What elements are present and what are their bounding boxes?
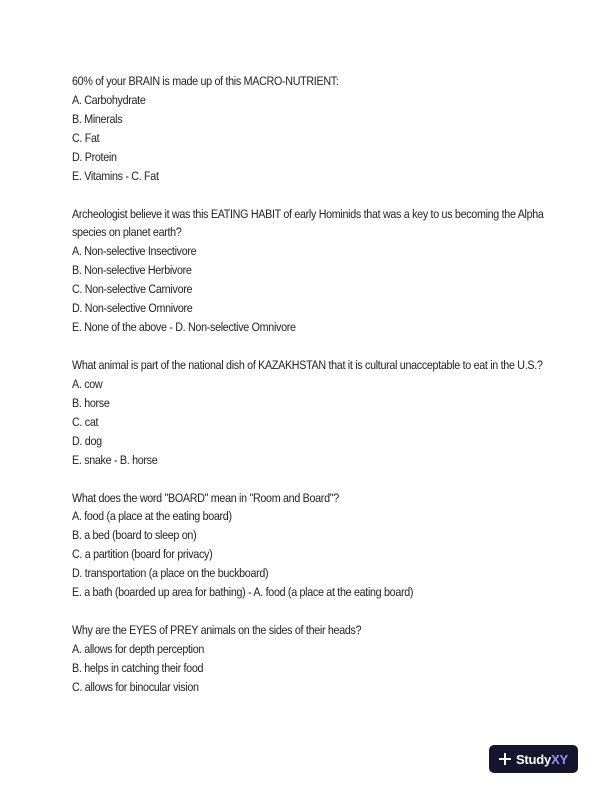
answer-option: A. Carbohydrate bbox=[72, 92, 146, 107]
answer-option: B. Non-selective Herbivore bbox=[72, 263, 192, 278]
question-block bbox=[72, 621, 552, 697]
answer-option: C. a partition (board for privacy) bbox=[72, 547, 213, 562]
brand-name bbox=[516, 752, 568, 767]
question-block bbox=[72, 356, 552, 470]
question-text: Why are the EYES of PREY animals on the sides of their heads? bbox=[72, 623, 362, 638]
answer-option: B. a bed (board to sleep on) bbox=[72, 528, 197, 543]
studyxy-badge[interactable] bbox=[489, 745, 578, 773]
answer-option: C. Non-selective Carnivore bbox=[72, 282, 193, 297]
answer-option: B. Minerals bbox=[72, 111, 123, 126]
answer-option: B. horse bbox=[72, 395, 110, 410]
answer-option: E. a bath (boarded up area for bathing) - A. food (a place at the eating board) bbox=[72, 585, 414, 600]
document-content bbox=[72, 72, 552, 716]
answer-option: D. Non-selective Omnivore bbox=[72, 301, 193, 316]
answer-option: D. dog bbox=[72, 433, 102, 448]
answer-option: E. Vitamins - C. Fat bbox=[72, 168, 159, 183]
answer-option: C. Fat bbox=[72, 130, 100, 145]
question-text: Archeologist believe it was this EATING HABIT of early Hominids that was a key to us becoming the Alpha species on planet earth? bbox=[72, 206, 544, 240]
answer-option: E. snake - B. horse bbox=[72, 452, 158, 467]
answer-option: A. allows for depth perception bbox=[72, 641, 205, 656]
answer-option: A. cow bbox=[72, 376, 103, 391]
plus-icon bbox=[499, 753, 511, 765]
answer-option: D. Protein bbox=[72, 149, 117, 164]
answer-option: A. food (a place at the eating board) bbox=[72, 509, 232, 524]
question-text: What does the word "BOARD" mean in "Room and Board"? bbox=[72, 490, 339, 505]
answer-option: D. transportation (a place on the buckboard) bbox=[72, 566, 269, 581]
question-block bbox=[72, 205, 552, 338]
brand-name-main: Study bbox=[515, 751, 552, 767]
answer-option: C. cat bbox=[72, 414, 99, 429]
answer-option: A. Non-selective Insectivore bbox=[72, 244, 197, 259]
question-block bbox=[72, 72, 552, 186]
question-text: 60% of your BRAIN is made up of this MACRO-NUTRIENT: bbox=[72, 74, 339, 88]
question-block bbox=[72, 489, 552, 603]
brand-name-accent: XY bbox=[551, 751, 569, 767]
answer-option: C. allows for binocular vision bbox=[72, 679, 199, 694]
answer-option: E. None of the above - D. Non-selective Omnivore bbox=[72, 320, 296, 335]
answer-option: B. helps in catching their food bbox=[72, 660, 204, 675]
question-text: What animal is part of the national dish of KAZAKHSTAN that it is cultural unacceptable to eat in the U.S.? bbox=[72, 357, 543, 372]
